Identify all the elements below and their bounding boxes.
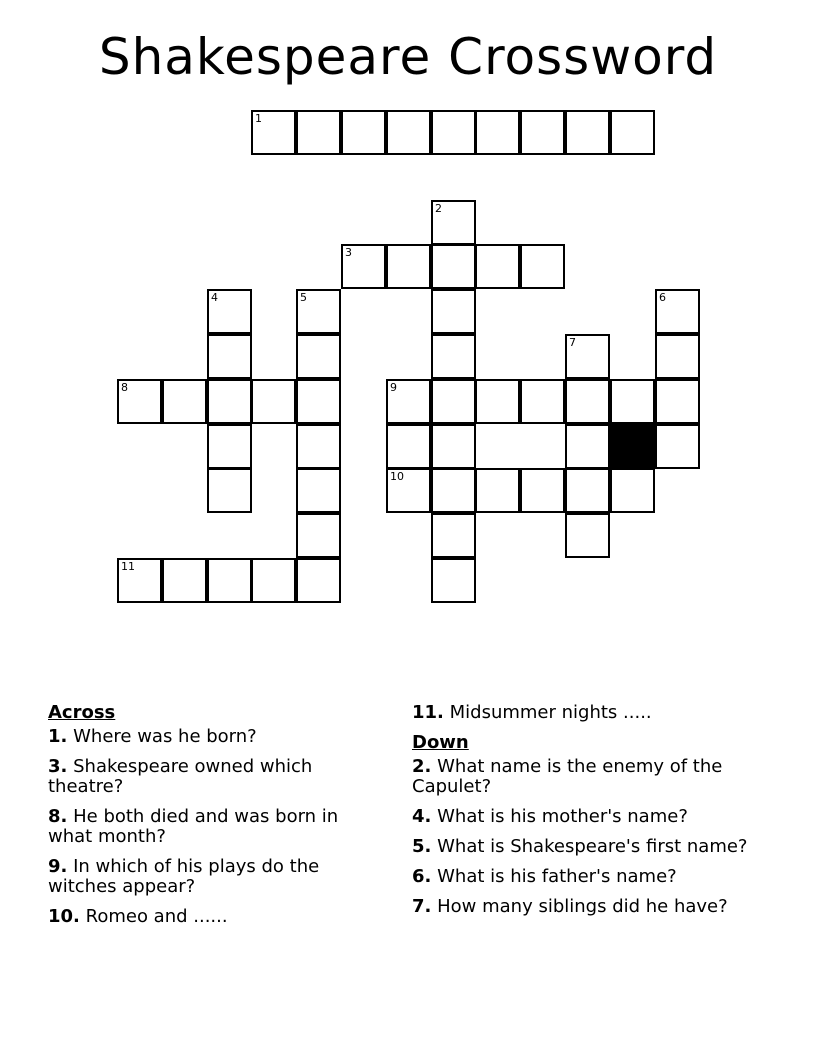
clues-left-column — [48, 703, 378, 937]
clue-number: 11. — [412, 702, 444, 723]
grid-cell[interactable] — [296, 558, 341, 603]
clues-right-column — [412, 703, 772, 927]
cell-number: 8 — [121, 381, 128, 394]
blocked-cell — [610, 424, 655, 469]
grid-cell[interactable] — [655, 379, 700, 424]
cell-number: 4 — [211, 291, 218, 304]
grid-cell[interactable] — [610, 110, 655, 155]
clue-number: 4. — [412, 806, 432, 827]
grid-cell[interactable] — [251, 558, 296, 603]
grid-cell[interactable] — [565, 379, 610, 424]
grid-cell[interactable] — [655, 334, 700, 379]
clue-down-5 — [412, 837, 772, 857]
grid-cell[interactable] — [341, 110, 386, 155]
clue-number: 8. — [48, 806, 68, 827]
grid-cell[interactable] — [207, 468, 252, 513]
grid-cell[interactable] — [431, 289, 476, 334]
grid-cell[interactable] — [251, 110, 296, 155]
clue-number: 6. — [412, 866, 432, 887]
cell-number: 5 — [300, 291, 307, 304]
clue-text: How many siblings did he have? — [437, 896, 728, 917]
grid-cell[interactable] — [117, 379, 162, 424]
cell-number: 3 — [345, 246, 352, 259]
grid-cell[interactable] — [431, 558, 476, 603]
grid-cell[interactable] — [207, 334, 252, 379]
grid-cell[interactable] — [610, 379, 655, 424]
grid-cell[interactable] — [520, 244, 565, 289]
grid-cell[interactable] — [565, 513, 610, 558]
grid-cell[interactable] — [207, 289, 252, 334]
clue-number: 3. — [48, 756, 68, 777]
grid-cell[interactable] — [610, 468, 655, 513]
clue-text: He both died and was born in what month? — [48, 806, 339, 847]
grid-cell[interactable] — [475, 379, 520, 424]
clue-number: 10. — [48, 906, 80, 927]
grid-cell[interactable] — [565, 468, 610, 513]
clue-text: Midsummer nights ..... — [449, 702, 652, 723]
cell-number: 2 — [435, 202, 442, 215]
clue-text: What is Shakespeare's first name? — [437, 836, 748, 857]
cell-number: 11 — [121, 560, 135, 573]
grid-cell[interactable] — [655, 424, 700, 469]
clue-number: 7. — [412, 896, 432, 917]
clue-text: What is his mother's name? — [437, 806, 688, 827]
clue-text: Shakespeare owned which theatre? — [48, 756, 313, 797]
grid-cell[interactable] — [117, 558, 162, 603]
grid-cell[interactable] — [431, 200, 476, 245]
grid-cell[interactable] — [431, 468, 476, 513]
grid-cell[interactable] — [207, 424, 252, 469]
cell-number: 10 — [390, 470, 404, 483]
clue-across-11 — [412, 703, 772, 723]
grid-cell[interactable] — [565, 334, 610, 379]
clue-across-1 — [48, 727, 378, 747]
grid-cell[interactable] — [251, 379, 296, 424]
clue-down-2 — [412, 757, 772, 797]
down-heading: Down — [412, 732, 469, 753]
grid-cell[interactable] — [296, 334, 341, 379]
grid-cell[interactable] — [386, 244, 431, 289]
grid-cell[interactable] — [431, 424, 476, 469]
grid-cell[interactable] — [431, 110, 476, 155]
cell-number: 6 — [659, 291, 666, 304]
clue-text: What is his father's name? — [437, 866, 677, 887]
grid-cell[interactable] — [520, 110, 565, 155]
clue-down-4 — [412, 807, 772, 827]
grid-cell[interactable] — [520, 468, 565, 513]
grid-cell[interactable] — [296, 424, 341, 469]
clue-text: Where was he born? — [73, 726, 257, 747]
clue-across-9 — [48, 857, 378, 897]
grid-cell[interactable] — [296, 289, 341, 334]
clue-across-10 — [48, 907, 378, 927]
grid-cell[interactable] — [520, 379, 565, 424]
clue-number: 2. — [412, 756, 432, 777]
clue-text: In which of his plays do the witches appear? — [48, 856, 320, 897]
clue-number: 9. — [48, 856, 68, 877]
page-title: Shakespeare Crossword — [98, 28, 718, 86]
grid-cell[interactable] — [341, 244, 386, 289]
clue-text: What name is the enemy of the Capulet? — [412, 756, 723, 797]
grid-cell[interactable] — [296, 468, 341, 513]
grid-cell[interactable] — [475, 244, 520, 289]
grid-cell[interactable] — [565, 424, 610, 469]
grid-cell[interactable] — [655, 289, 700, 334]
grid-cell[interactable] — [386, 468, 431, 513]
grid-cell[interactable] — [386, 110, 431, 155]
cell-number: 7 — [569, 336, 576, 349]
clue-down-6 — [412, 867, 772, 887]
grid-cell[interactable] — [431, 379, 476, 424]
grid-cell[interactable] — [296, 513, 341, 558]
grid-cell[interactable] — [386, 379, 431, 424]
grid-cell[interactable] — [565, 110, 610, 155]
grid-cell[interactable] — [296, 110, 341, 155]
clue-number: 1. — [48, 726, 68, 747]
grid-cell[interactable] — [162, 558, 207, 603]
across-heading: Across — [48, 702, 116, 723]
grid-cell[interactable] — [207, 558, 252, 603]
clue-down-7 — [412, 897, 772, 917]
clue-number: 5. — [412, 836, 432, 857]
cell-number: 9 — [390, 381, 397, 394]
grid-cell[interactable] — [431, 513, 476, 558]
grid-cell[interactable] — [386, 424, 431, 469]
grid-cell[interactable] — [162, 379, 207, 424]
clue-across-3 — [48, 757, 378, 797]
grid-cell[interactable] — [431, 244, 476, 289]
grid-cell[interactable] — [207, 379, 252, 424]
grid-cell[interactable] — [296, 379, 341, 424]
grid-cell[interactable] — [475, 468, 520, 513]
clue-across-8 — [48, 807, 378, 847]
clue-text: Romeo and ...... — [85, 906, 228, 927]
cell-number: 1 — [255, 112, 262, 125]
grid-cell[interactable] — [475, 110, 520, 155]
grid-cell[interactable] — [431, 334, 476, 379]
